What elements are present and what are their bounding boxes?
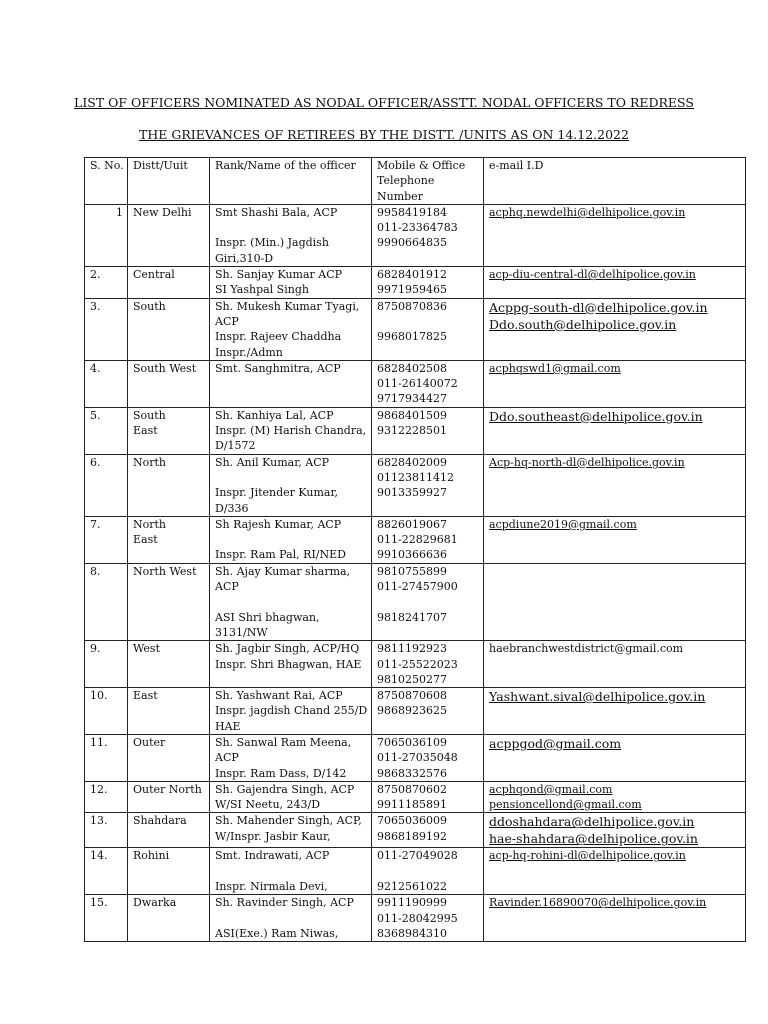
email-link[interactable]: acphqswd1@gmail.com — [489, 361, 621, 375]
cell-officer-line: W/Inspr. Jasbir Kaur, — [215, 829, 331, 843]
cell-phone-line: 6828401912 — [377, 268, 447, 282]
cell-officer-line: Sh. Sanjay Kumar ACP — [215, 268, 343, 282]
cell-sno: 12. — [85, 781, 128, 813]
document-title-line-1: LIST OF OFFICERS NOMINATED AS NODAL OFFICER/ASSTT. NODAL OFFICERS TO REDRESS — [74, 95, 694, 110]
cell-email — [484, 813, 746, 848]
header-email: e-mail I.D — [484, 158, 746, 205]
cell-distt-line: Dwarka — [133, 896, 177, 910]
cell-phone-line: 9868189192 — [377, 829, 447, 843]
cell-distt — [128, 688, 210, 735]
cell-officer-line: W/SI Neetu, 243/D — [215, 798, 321, 812]
cell-phone-line: 011-27457900 — [377, 580, 458, 594]
email-link[interactable]: acppgod@gmail.com — [489, 735, 622, 751]
cell-officer-line — [215, 594, 367, 609]
cell-distt — [128, 298, 210, 360]
table-row — [85, 895, 746, 942]
cell-phone-line: 8368984310 — [377, 926, 447, 940]
cell-email — [484, 204, 746, 266]
email-link[interactable]: pensioncellond@gmail.com — [489, 798, 642, 812]
cell-officer-line: Sh. Anil Kumar, ACP — [215, 455, 330, 469]
nodal-officers-table — [84, 157, 746, 942]
email-link[interactable]: Acp-hq-north-dl@delhipolice.gov.in — [489, 455, 685, 469]
cell-officer-line: ASI Shri bhagwan, — [215, 610, 320, 624]
cell-distt — [128, 895, 210, 942]
cell-officer — [210, 267, 372, 299]
cell-officer — [210, 781, 372, 813]
cell-officer-line: HAE — [215, 719, 241, 733]
cell-distt-line: Central — [133, 268, 175, 282]
cell-phone-line: 9971959465 — [377, 283, 447, 297]
cell-officer-line: Inspr. Jitender Kumar, — [215, 486, 339, 500]
cell-officer — [210, 298, 372, 360]
cell-distt — [128, 563, 210, 640]
cell-sno: 4. — [85, 360, 128, 407]
cell-phone-line: 9013359927 — [377, 486, 447, 500]
cell-distt — [128, 848, 210, 895]
cell-officer-line: Smt. Sanghmitra, ACP — [215, 361, 341, 375]
cell-distt — [128, 641, 210, 688]
cell-phone-line: 9868401509 — [377, 408, 447, 422]
cell-phone-line: 9911185891 — [377, 798, 447, 812]
cell-email — [484, 454, 746, 516]
document-title-line-2: THE GRIEVANCES OF RETIREES BY THE DISTT. /UNITS AS ON 14.12.2022 — [139, 127, 629, 142]
cell-phone — [372, 688, 484, 735]
table-row — [85, 267, 746, 299]
table-row — [85, 688, 746, 735]
table-body — [85, 204, 746, 941]
cell-email — [484, 641, 746, 688]
cell-distt — [128, 407, 210, 454]
cell-phone-line: 7065036009 — [377, 814, 447, 828]
cell-phone — [372, 848, 484, 895]
cell-email — [484, 688, 746, 735]
cell-sno: 10. — [85, 688, 128, 735]
header-phone-line: Mobile & Office — [377, 159, 466, 172]
cell-officer — [210, 848, 372, 895]
cell-officer-line: Sh. Mukesh Kumar Tyagi, — [215, 299, 360, 313]
cell-sno: 15. — [85, 895, 128, 942]
cell-email — [484, 781, 746, 813]
email-link[interactable]: acphq.newdelhi@delhipolice.gov.in — [489, 205, 686, 219]
table-row — [85, 204, 746, 266]
cell-phone — [372, 298, 484, 360]
cell-distt-line: North — [133, 517, 167, 531]
table-row — [85, 563, 746, 640]
cell-officer-line: SI Yashpal Singh — [215, 283, 309, 297]
cell-officer-line — [215, 470, 367, 485]
cell-phone-line: 9810755899 — [377, 564, 447, 578]
cell-phone — [372, 360, 484, 407]
table-row — [85, 848, 746, 895]
cell-phone-line: 011-25522023 — [377, 657, 458, 671]
cell-phone — [372, 204, 484, 266]
cell-officer-line: Inspr. Ram Pal, RI/NED — [215, 548, 346, 562]
cell-officer-line: Giri,310-D — [215, 251, 274, 265]
cell-officer-line: ASI(Exe.) Ram Niwas, — [215, 926, 339, 940]
cell-phone-line: 011-27035048 — [377, 751, 458, 765]
email-link[interactable]: acp-hq-rohini-dl@delhipolice.gov.in — [489, 849, 686, 863]
cell-distt — [128, 781, 210, 813]
cell-officer-line: Sh. Sanwal Ram Meena, — [215, 735, 352, 749]
table-row — [85, 516, 746, 563]
cell-phone-line — [377, 864, 479, 879]
cell-officer — [210, 204, 372, 266]
header-phone — [372, 158, 484, 205]
cell-distt — [128, 204, 210, 266]
cell-sno: 7. — [85, 516, 128, 563]
cell-distt-line: South — [133, 408, 166, 422]
cell-phone-line: 7065036109 — [377, 735, 447, 749]
cell-phone-line: 9810250277 — [377, 672, 447, 686]
email-link[interactable]: Ddo.south@delhipolice.gov.in — [489, 316, 677, 332]
cell-distt-line: Shahdara — [133, 814, 187, 828]
cell-distt-line: North — [133, 455, 167, 469]
table-row — [85, 454, 746, 516]
cell-phone-line: 8750870836 — [377, 299, 447, 313]
cell-distt — [128, 516, 210, 563]
cell-officer-line: Inspr. (Min.) Jagdish — [215, 236, 329, 250]
cell-officer — [210, 813, 372, 848]
cell-distt-line: North West — [133, 564, 197, 578]
cell-sno: 2. — [85, 267, 128, 299]
cell-email — [484, 298, 746, 360]
cell-phone-line: 9958419184 — [377, 205, 447, 219]
cell-phone — [372, 734, 484, 781]
cell-phone-line: 9312228501 — [377, 424, 447, 438]
cell-officer-line: Sh. Ajay Kumar sharma, — [215, 564, 351, 578]
cell-email — [484, 848, 746, 895]
cell-email — [484, 516, 746, 563]
cell-officer-line — [215, 911, 367, 926]
cell-phone-line: 011-22829681 — [377, 533, 458, 547]
table-row — [85, 407, 746, 454]
cell-email — [484, 563, 746, 640]
cell-email — [484, 267, 746, 299]
cell-officer-line: Sh. Yashwant Rai, ACP — [215, 689, 343, 703]
cell-phone-line: 011-27049028 — [377, 849, 458, 863]
cell-phone-line: 01123811412 — [377, 470, 454, 484]
cell-distt — [128, 454, 210, 516]
cell-officer-line: ACP — [215, 580, 239, 594]
cell-phone — [372, 516, 484, 563]
cell-officer — [210, 516, 372, 563]
cell-officer — [210, 734, 372, 781]
email-link[interactable]: Ravinder.16890070@delhipolice.gov.in — [489, 896, 707, 910]
table-row — [85, 813, 746, 848]
cell-email — [484, 734, 746, 781]
cell-officer-line: Inspr. (M) Harish Chandra, — [215, 424, 367, 438]
cell-distt — [128, 267, 210, 299]
cell-phone-line: 8750870608 — [377, 689, 447, 703]
cell-officer-line: Smt Shashi Bala, ACP — [215, 205, 338, 219]
cell-phone-line: 9868923625 — [377, 704, 447, 718]
cell-phone-line: 9910366636 — [377, 548, 447, 562]
cell-phone-line: 9811192923 — [377, 642, 447, 656]
cell-distt-line: East — [133, 533, 158, 547]
cell-distt-line: East — [133, 689, 158, 703]
cell-phone-line: 9717934427 — [377, 392, 447, 406]
cell-officer-line: Sh. Mahender Singh, ACP, — [215, 814, 362, 828]
cell-phone-line: 8750870602 — [377, 782, 447, 796]
cell-officer-line: Smt. Indrawati, ACP — [215, 849, 330, 863]
header-distt: Distt/Uuit — [128, 158, 210, 205]
cell-phone — [372, 813, 484, 848]
cell-phone — [372, 641, 484, 688]
cell-officer — [210, 895, 372, 942]
cell-officer-line: D/1572 — [215, 439, 256, 453]
cell-officer-line: Inspr. Nirmala Devi, — [215, 880, 328, 894]
email-link[interactable]: hae-shahdara@delhipolice.gov.in — [489, 831, 698, 847]
cell-sno: 9. — [85, 641, 128, 688]
cell-phone-line — [377, 594, 479, 609]
cell-sno: 1 — [85, 204, 128, 266]
cell-officer-line: Sh. Gajendra Singh, ACP — [215, 782, 355, 796]
cell-officer-line: Sh. Jagbir Singh, ACP/HQ — [215, 642, 360, 656]
cell-phone-line — [377, 314, 479, 329]
cell-phone-line: 6828402508 — [377, 361, 447, 375]
cell-phone-line: 9212561022 — [377, 880, 447, 894]
cell-phone-line: 9990664835 — [377, 236, 447, 250]
cell-officer — [210, 360, 372, 407]
header-officer: Rank/Name of the officer — [210, 158, 372, 205]
cell-officer-line — [215, 220, 367, 235]
cell-distt-line: South — [133, 299, 166, 313]
cell-email — [484, 895, 746, 942]
cell-phone — [372, 454, 484, 516]
email-link[interactable]: Yashwant.sival@delhipolice.gov.in — [489, 689, 706, 705]
cell-distt — [128, 813, 210, 848]
table-row — [85, 360, 746, 407]
email-link[interactable]: Ddo.southeast@delhipolice.gov.in — [489, 408, 703, 424]
cell-sno: 6. — [85, 454, 128, 516]
cell-officer-line: ACP — [215, 751, 239, 765]
cell-officer — [210, 454, 372, 516]
table-row — [85, 298, 746, 360]
cell-phone-line: 011-28042995 — [377, 911, 458, 925]
email-link[interactable]: acp-diu-central-dl@delhipolice.gov.in — [489, 268, 696, 282]
header-phone-line: Telephone — [377, 174, 435, 188]
cell-phone-line: 9818241707 — [377, 610, 447, 624]
cell-phone — [372, 407, 484, 454]
cell-officer-line: Inspr. Shri Bhagwan, HAE — [215, 657, 362, 671]
table-row — [85, 781, 746, 813]
email-link[interactable]: acpdiune2019@gmail.com — [489, 517, 637, 531]
cell-distt — [128, 360, 210, 407]
cell-sno: 14. — [85, 848, 128, 895]
cell-distt-line: South West — [133, 361, 197, 375]
cell-officer — [210, 641, 372, 688]
cell-officer — [210, 563, 372, 640]
cell-phone — [372, 267, 484, 299]
cell-email — [484, 407, 746, 454]
header-sno: S. No. — [85, 158, 128, 205]
table-row — [85, 734, 746, 781]
email-link[interactable]: Acppg-south-dl@delhipolice.gov.in — [489, 299, 708, 315]
cell-sno: 11. — [85, 734, 128, 781]
cell-email — [484, 360, 746, 407]
cell-distt-line: Outer — [133, 735, 166, 749]
cell-officer — [210, 407, 372, 454]
cell-sno: 13. — [85, 813, 128, 848]
cell-officer-line: 3131/NW — [215, 625, 268, 639]
cell-officer-line: Sh. Kanhiya Lal, ACP — [215, 408, 334, 422]
cell-sno: 3. — [85, 298, 128, 360]
cell-phone — [372, 563, 484, 640]
cell-sno: 8. — [85, 563, 128, 640]
cell-distt-line: East — [133, 424, 158, 438]
table-header-row — [85, 158, 746, 205]
cell-phone — [372, 781, 484, 813]
cell-phone-line: 011-26140072 — [377, 377, 458, 391]
cell-officer — [210, 688, 372, 735]
header-phone-line: Number — [377, 189, 423, 203]
cell-officer-line: Inspr. Ram Dass, D/142 — [215, 766, 347, 780]
table-row — [85, 641, 746, 688]
cell-phone-line: 9868332576 — [377, 766, 447, 780]
cell-phone-line: 9911190999 — [377, 896, 447, 910]
cell-officer-line: D/336 — [215, 501, 249, 515]
cell-officer-line: Inspr. Rajeev Chaddha — [215, 330, 342, 344]
cell-officer-line: ACP — [215, 314, 239, 328]
email-link[interactable]: ddoshahdara@delhipolice.gov.in — [489, 814, 695, 830]
cell-sno: 5. — [85, 407, 128, 454]
cell-phone-line: 011-23364783 — [377, 221, 458, 235]
cell-officer-line: Inspr./Admn — [215, 345, 283, 359]
cell-phone-line: 6828402009 — [377, 455, 447, 469]
cell-phone-line: 9968017825 — [377, 330, 447, 344]
cell-officer-line — [215, 532, 367, 547]
cell-distt-line: West — [133, 642, 160, 656]
cell-distt — [128, 734, 210, 781]
cell-phone — [372, 895, 484, 942]
cell-officer-line: Sh Rajesh Kumar, ACP — [215, 517, 342, 531]
cell-officer-line: Inspr. jagdish Chand 255/D — [215, 704, 368, 718]
cell-phone-line: 8826019067 — [377, 517, 447, 531]
email-link[interactable]: acphqond@gmail.com — [489, 782, 613, 796]
cell-officer-line — [215, 864, 367, 879]
email-link[interactable]: haebranchwestdistrict@gmail.com — [489, 642, 684, 656]
cell-distt-line: New Delhi — [133, 205, 192, 219]
cell-distt-line: Outer North — [133, 782, 202, 796]
cell-officer-line: Sh. Ravinder Singh, ACP — [215, 896, 354, 910]
cell-distt-line: Rohini — [133, 849, 170, 863]
